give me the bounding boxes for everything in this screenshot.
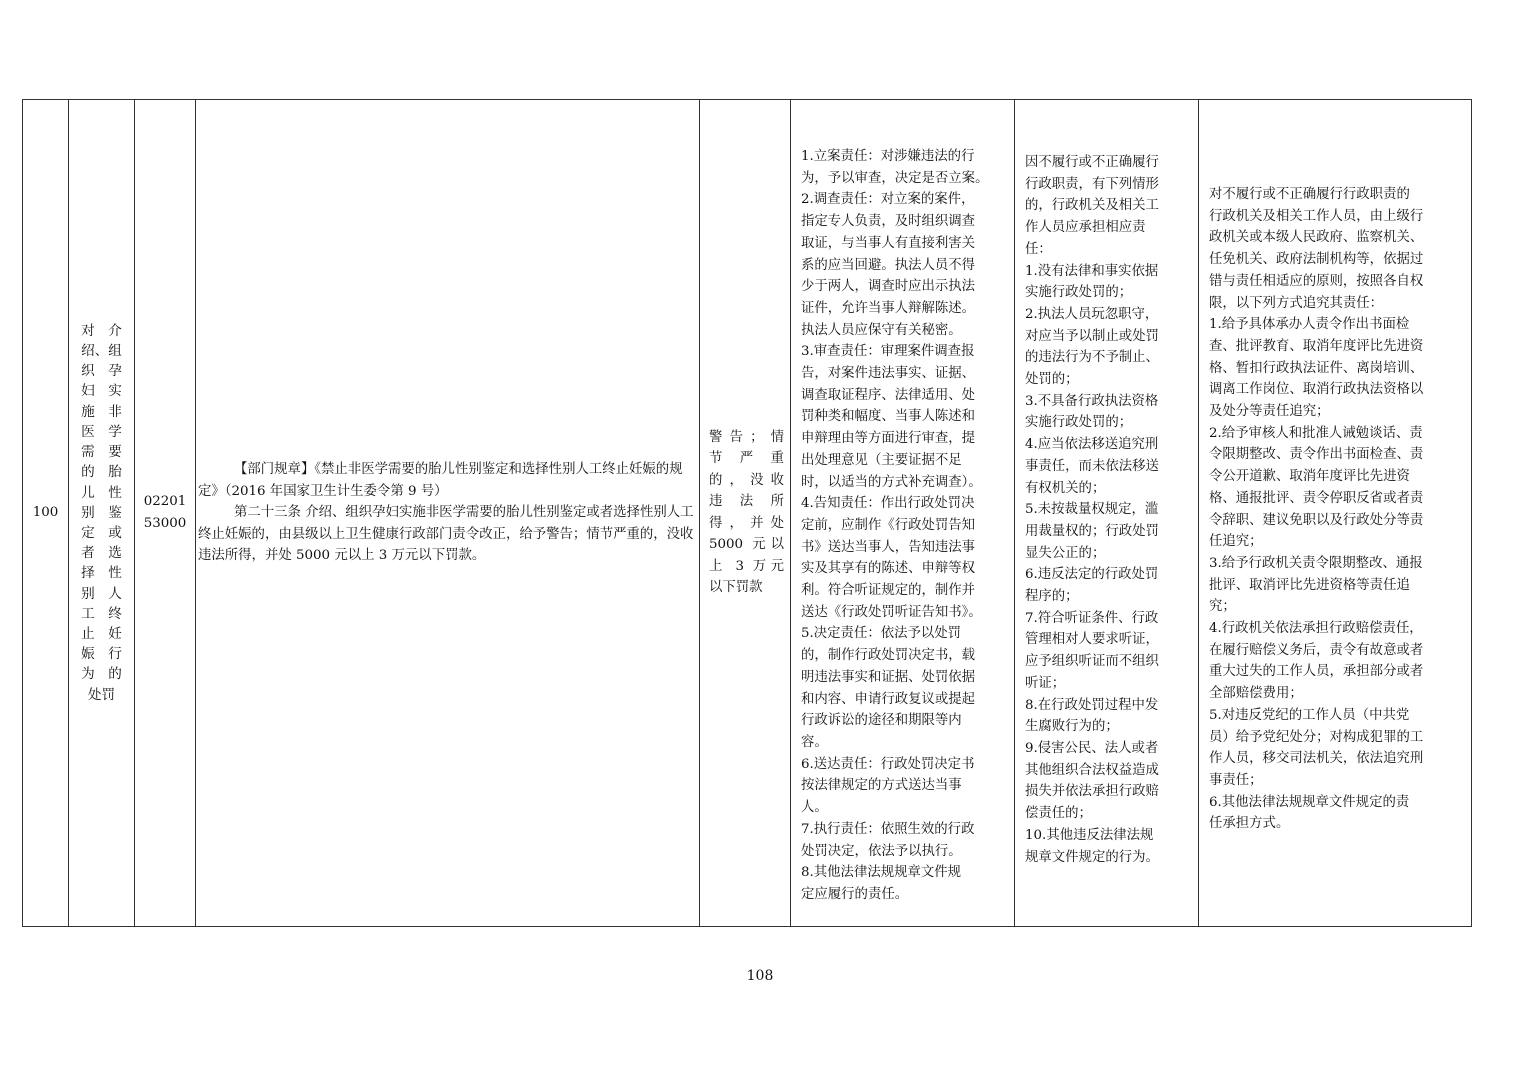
penalty-type-line: 5000 元以 [709, 537, 784, 553]
accountability-situation-line: 6.违反法定的行政处罚 [1025, 567, 1159, 583]
item-code-part: 02201 [143, 494, 187, 510]
responsibility-line: 8.其他法律法规规章文件规 [801, 865, 962, 881]
penalty-type-line: 违法所 [709, 494, 784, 510]
penalty-type-line: 以下罚款 [709, 580, 763, 596]
responsibility-line: 送达《行政处罚听证告知书》。 [801, 604, 982, 620]
item-name-line: 工 终 [81, 605, 122, 622]
accountability-method-line: 任免机关、政府法制机构等，依据过 [1209, 252, 1424, 268]
accountability-situation-line: 其他组织合法权益造成 [1025, 762, 1159, 778]
responsibility-line: 人。 [801, 800, 828, 816]
accountability-method-line: 令辞职、建议免职以及行政处分等责 [1209, 512, 1424, 528]
accountability-situation-line: 对应当予以制止或处罚 [1025, 328, 1159, 344]
accountability-situation-line: 作人员应承担相应责 [1025, 220, 1146, 236]
item-name-line: 绍、组 [81, 343, 122, 360]
accountability-situation-line: 任： [1025, 241, 1052, 257]
page-number: 108 [746, 968, 774, 984]
accountability-method-line: 事责任； [1209, 772, 1263, 788]
responsibility-line: 定应履行的责任。 [801, 886, 909, 902]
responsibility-line: 4.告知责任：作出行政处罚决 [801, 496, 975, 512]
accountability-method-line: 任承担方式。 [1209, 816, 1290, 832]
item-name-line: 儿 性 [81, 484, 122, 501]
accountability-situation-line: 生腐败行为的； [1025, 719, 1119, 735]
accountability-situation-line: 7.符合听证条件、行政 [1025, 610, 1159, 626]
responsibility-line: 少于两人，调查时应出示执法 [801, 279, 976, 295]
accountability-method-line: 在履行赔偿义务后，责令有故意或者 [1209, 642, 1424, 658]
accountability-method-line: 错与责任相适应的原则，按照各自权 [1209, 273, 1424, 289]
responsibility-line: 为，予以审查，决定是否立案。 [801, 170, 989, 186]
responsibility-line: 容。 [801, 734, 828, 750]
item-name-line: 医 学 [81, 423, 122, 440]
accountability-situation-line: 应予组织听证而不组织 [1025, 654, 1159, 670]
accountability-situation-line: 3.不具备行政执法资格 [1025, 393, 1159, 409]
accountability-situation-line: 5.未按裁量权规定，滥 [1025, 502, 1159, 518]
responsibility-line: 3.审查责任：审理案件调查报 [801, 344, 975, 360]
accountability-method-line: 政机关或本级人民政府、监察机关、 [1209, 230, 1424, 246]
penalty-type-line: 的，没收 [709, 472, 784, 488]
responsibility-line: 实及其享有的陈述、申辩等权 [801, 561, 976, 577]
accountability-method-line: 调离工作岗位、取消行政执法资格以 [1209, 382, 1424, 398]
legal-basis-cell [196, 100, 700, 927]
item-name-line: 需 要 [81, 444, 122, 461]
responsibility-line: 系的应当回避。执法人员不得 [801, 257, 976, 273]
accountability-situation-line: 规章文件规定的行为。 [1025, 849, 1159, 865]
accountability-method-line: 2.给予审核人和批准人诫勉谈话、责 [1209, 425, 1423, 441]
item-code-part: 53000 [143, 515, 187, 531]
penalty-type-line: 得，并处 [709, 515, 784, 531]
responsibility-line: 告，对案件违法事实、证据、 [801, 366, 976, 382]
accountability-situation-line: 事责任，而未依法移送 [1025, 458, 1159, 474]
accountability-method-line: 格、暂扣行政执法证件、离岗培训、 [1209, 360, 1424, 376]
accountability-method-line: 员）给予党纪处分；对构成犯罪的工 [1209, 729, 1424, 745]
accountability-situation-line: 行政职责，有下列情形 [1025, 176, 1159, 192]
responsibility-line: 出处理意见（主要证据不足 [801, 452, 962, 468]
item-name-line: 止 妊 [81, 625, 122, 642]
accountability-method-line: 作人员，移交司法机关，依法追究刑 [1209, 751, 1424, 767]
accountability-method-line: 3.给予行政机关责令限期整改、通报 [1209, 555, 1423, 571]
accountability-method-line: 任追究； [1209, 534, 1263, 550]
accountability-situation-line: 的违法行为不予制止、 [1025, 350, 1159, 366]
accountability-method-line: 令限期整改、责令作出书面检查、责 [1209, 447, 1424, 463]
accountability-method-line: 1.给予具体承办人责令作出书面检 [1209, 317, 1410, 333]
legal-basis-article: 第二十三条 介绍、组织孕妇实施非医学需要的胎儿性别鉴定或者选择性别人工终止妊娠的，由县级以上卫生健康行政部门责令改正，给予警告；情节严重的，没收违法所得，并处 5000 元以上 3 万元以下罚款。 [198, 505, 694, 564]
accountability-method-line: 查、批评教育、取消年度评比先进资 [1209, 338, 1424, 354]
responsibility-line: 6.送达责任：行政处罚决定书 [801, 756, 975, 772]
item-name-line: 别 人 [81, 585, 122, 602]
accountability-method-line: 5.对违反党纪的工作人员（中共党 [1209, 707, 1410, 723]
accountability-method-line: 限，以下列方式追究其责任： [1209, 295, 1384, 311]
responsibility-line: 指定专人负责，及时组织调查 [801, 214, 976, 230]
accountability-situation-line: 偿责任的； [1025, 806, 1092, 822]
item-name-line: 娠 行 [81, 646, 122, 663]
penalty-table [22, 99, 1472, 927]
responsibility-line: 调查取证程序、法律适用、处 [801, 387, 976, 403]
accountability-method-line: 全部赔偿费用； [1209, 686, 1303, 702]
legal-basis-title: 【部门规章】《禁止非医学需要的胎儿性别鉴定和选择性别人工终止妊娠的规定》（2016 年国家卫生计生委令第 9 号） [198, 462, 683, 499]
item-name-line: 施 非 [81, 403, 122, 420]
accountability-situation-line: 处罚的； [1025, 372, 1079, 388]
responsibility-line: 书》送达当事人，告知违法事 [801, 539, 976, 555]
responsibility-line: 按法律规定的方式送达当事 [801, 778, 962, 794]
accountability-method-line: 令公开道歉、取消年度评比先进资 [1209, 469, 1410, 485]
responsibility-line: 1.立案责任：对涉嫌违法的行 [801, 149, 975, 164]
item-name-line: 对 介 [81, 322, 122, 339]
responsibility-line: 7.执行责任：依照生效的行政 [801, 821, 975, 837]
item-name-line: 的 胎 [81, 464, 122, 481]
item-name-line: 处罚 [87, 686, 116, 703]
accountability-situation-line: 损失并依法承担行政赔 [1025, 784, 1159, 800]
item-name-line: 织 孕 [81, 363, 122, 380]
item-name-line: 妇 实 [81, 383, 122, 400]
penalty-type-cell [700, 100, 791, 927]
table-row [23, 100, 1472, 927]
accountability-situation-line: 1.没有法律和事实依据 [1025, 263, 1159, 279]
responsibility-line: 申辩理由等方面进行审查，提 [801, 431, 976, 447]
accountability-method-line: 行政机关及相关工作人员，由上级行 [1209, 208, 1424, 224]
responsibility-line: 定前，应制作《行政处罚告知 [801, 517, 976, 533]
responsibility-line: 证件，允许当事人辩解陈述。 [801, 300, 976, 316]
responsibility-line: 处罚决定，依法予以执行。 [801, 843, 962, 859]
accountability-situations-cell [1015, 100, 1199, 927]
accountability-method-line: 6.其他法律法规规章文件规定的责 [1209, 794, 1410, 810]
accountability-method-line: 批评、取消评比先进资格等责任追 [1209, 577, 1410, 593]
item-code-cell [135, 100, 196, 927]
accountability-situation-line: 4.应当依法移送追究刑 [1025, 437, 1159, 453]
item-name-line: 择 性 [81, 565, 122, 582]
accountability-method-line: 及处分等责任追究； [1209, 404, 1330, 420]
accountability-situation-line: 2.执法人员玩忽职守， [1025, 306, 1159, 322]
responsibility-line: 时，以适当的方式补充调查）。 [801, 474, 982, 490]
responsibility-line: 明违法事实和证据、处罚依据 [801, 669, 976, 685]
responsibility-line: 罚种类和幅度、当事人陈述和 [801, 409, 976, 425]
item-name-cell [69, 100, 135, 927]
accountability-situation-line: 管理相对人要求听证， [1025, 632, 1159, 648]
accountability-methods-cell [1199, 100, 1472, 927]
accountability-situation-line: 8.在行政处罚过程中发 [1025, 697, 1159, 713]
responsibilities-cell [791, 100, 1015, 927]
item-name-line: 者 选 [81, 545, 122, 562]
accountability-method-line: 究； [1209, 599, 1236, 615]
accountability-method-line: 4.行政机关依法承担行政赔偿责任， [1209, 621, 1423, 637]
responsibility-line: 行政诉讼的途径和期限等内 [801, 713, 962, 729]
accountability-situation-line: 的，行政机关及相关工 [1025, 198, 1159, 214]
penalty-type-line: 节严重 [709, 451, 784, 467]
responsibility-line: 和内容、申请行政复议或提起 [801, 691, 976, 707]
accountability-method-line: 格、通报批评、责令停职反省或者责 [1209, 490, 1424, 506]
penalty-type-line: 警告；情 [709, 429, 784, 445]
item-name-line: 定 或 [81, 524, 122, 541]
accountability-situation-line: 有权机关的； [1025, 480, 1106, 496]
responsibility-line: 5.决定责任：依法予以处罚 [801, 626, 962, 642]
item-name-line: 别 鉴 [81, 504, 122, 521]
accountability-situation-line: 10.其他违反法律法规 [1025, 827, 1154, 843]
responsibility-line: 的，制作行政处罚决定书，载 [801, 648, 976, 664]
accountability-situation-line: 程序的； [1025, 589, 1079, 605]
accountability-situation-line: 听证； [1025, 675, 1066, 691]
accountability-situation-line: 实施行政处罚的； [1025, 415, 1133, 431]
accountability-situation-line: 因不履行或不正确履行 [1025, 155, 1159, 170]
item-name [69, 321, 134, 705]
item-number: 100 [23, 100, 69, 927]
accountability-situation-line: 用裁量权的；行政处罚 [1025, 523, 1159, 539]
accountability-method-line: 重大过失的工作人员，承担部分或者 [1209, 664, 1424, 680]
responsibility-line: 利。符合听证规定的，制作并 [801, 583, 976, 599]
responsibility-line: 取证，与当事人有直接利害关 [801, 235, 976, 251]
responsibility-line: 执法人员应保守有关秘密。 [801, 322, 962, 338]
accountability-situation-line: 显失公正的； [1025, 545, 1106, 561]
responsibility-line: 2.调查责任：对立案的案件， [801, 192, 975, 208]
accountability-method-line: 对不履行或不正确履行行政职责的 [1209, 187, 1410, 202]
accountability-situation-line: 实施行政处罚的； [1025, 285, 1133, 301]
penalty-type-line: 上 3 万元 [709, 558, 784, 574]
item-name-line: 为 的 [81, 666, 122, 683]
accountability-situation-line: 9.侵害公民、法人或者 [1025, 740, 1159, 756]
